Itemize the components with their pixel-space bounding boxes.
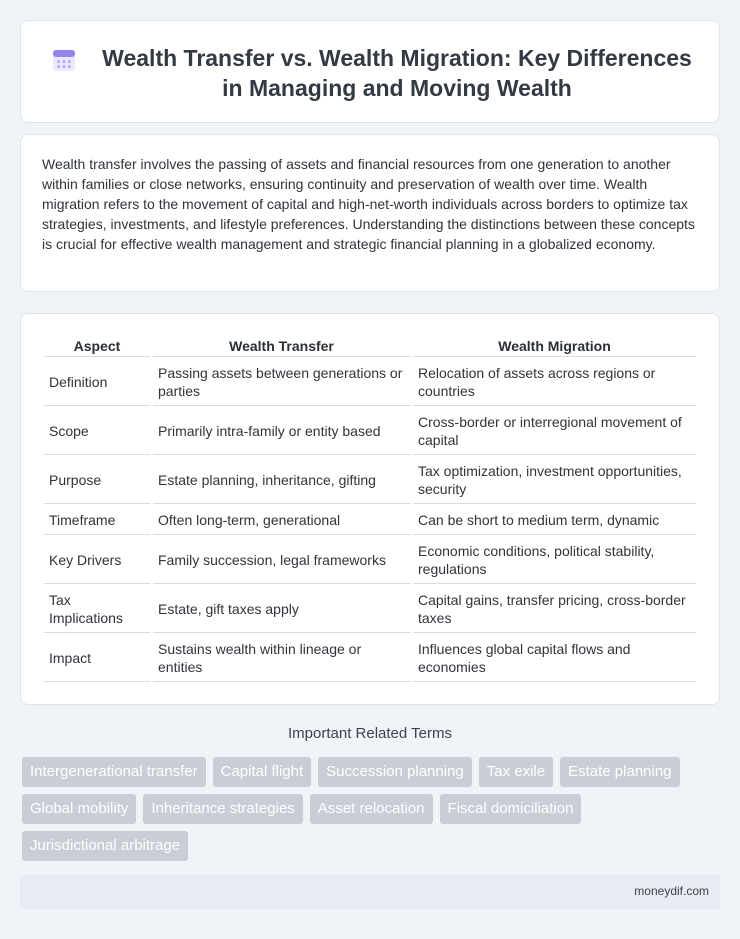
row-migration: Capital gains, transfer pricing, cross-border taxes [413,584,696,633]
tag-jurisdictional-arbitrage[interactable]: Jurisdictional arbitrage [22,831,188,861]
row-migration: Cross-border or interregional movement of capital [413,406,696,455]
table-row [44,406,696,455]
table-row [44,455,696,504]
table-row [44,633,696,682]
row-migration: Can be short to medium term, dynamic [413,504,696,535]
row-aspect: Scope [44,406,150,455]
row-migration: Relocation of assets across regions or countries [413,357,696,406]
row-migration: Tax optimization, investment opportunities, security [413,455,696,504]
tag-fiscal-domiciliation[interactable]: Fiscal domiciliation [440,794,582,824]
header-aspect: Aspect [44,335,150,357]
header-wealth-transfer: Wealth Transfer [153,335,410,357]
tag-asset-relocation[interactable]: Asset relocation [310,794,433,824]
tag-global-mobility[interactable]: Global mobility [22,794,136,824]
row-transfer: Passing assets between generations or parties [153,357,410,406]
row-aspect: Purpose [44,455,150,504]
related-terms-list [22,757,722,868]
row-aspect: Tax Implications [44,584,150,633]
table-row [44,584,696,633]
tag-estate-planning[interactable]: Estate planning [560,757,679,787]
tag-inheritance-strategies[interactable]: Inheritance strategies [143,794,302,824]
row-transfer: Estate planning, inheritance, gifting [153,455,410,504]
row-migration: Influences global capital flows and economies [413,633,696,682]
footer [20,875,720,909]
tag-succession-planning[interactable]: Succession planning [318,757,472,787]
row-transfer: Often long-term, generational [153,504,410,535]
related-terms-heading: Important Related Terms [288,725,452,742]
footer-site[interactable]: moneydif.com [634,884,709,898]
tag-intergenerational-transfer[interactable]: Intergenerational transfer [22,757,206,787]
row-aspect: Timeframe [44,504,150,535]
table-row [44,535,696,584]
row-migration: Economic conditions, political stability, regulations [413,535,696,584]
row-aspect: Impact [44,633,150,682]
intro-card [20,134,720,292]
table-header-row [44,335,696,357]
row-transfer: Family succession, legal frameworks [153,535,410,584]
comparison-table [41,335,699,682]
row-transfer: Estate, gift taxes apply [153,584,410,633]
row-aspect: Key Drivers [44,535,150,584]
row-aspect: Definition [44,357,150,406]
header-wealth-migration: Wealth Migration [413,335,696,357]
row-transfer: Sustains wealth within lineage or entities [153,633,410,682]
tag-tax-exile[interactable]: Tax exile [479,757,553,787]
comparison-card [20,313,720,705]
page-title: Wealth Transfer vs. Wealth Migration: Key Differences in Managing and Moving Wealth [102,45,692,101]
table-row [44,504,696,535]
table-row [44,357,696,406]
row-transfer: Primarily intra-family or entity based [153,406,410,455]
tag-capital-flight[interactable]: Capital flight [213,757,312,787]
title-card [20,20,720,123]
intro-paragraph: Wealth transfer involves the passing of assets and financial resources from one generation to another within families or close networks, ensuring continuity and preservation of wealth over time. Wealth migration refers to the movement of capital and high-net-worth individuals across borders to optimize tax strategies, investments, and lifestyle preferences. Understanding the distinctions between these concepts is crucial for effective wealth management and strategic financial planning in a globalized economy. [42,156,695,252]
